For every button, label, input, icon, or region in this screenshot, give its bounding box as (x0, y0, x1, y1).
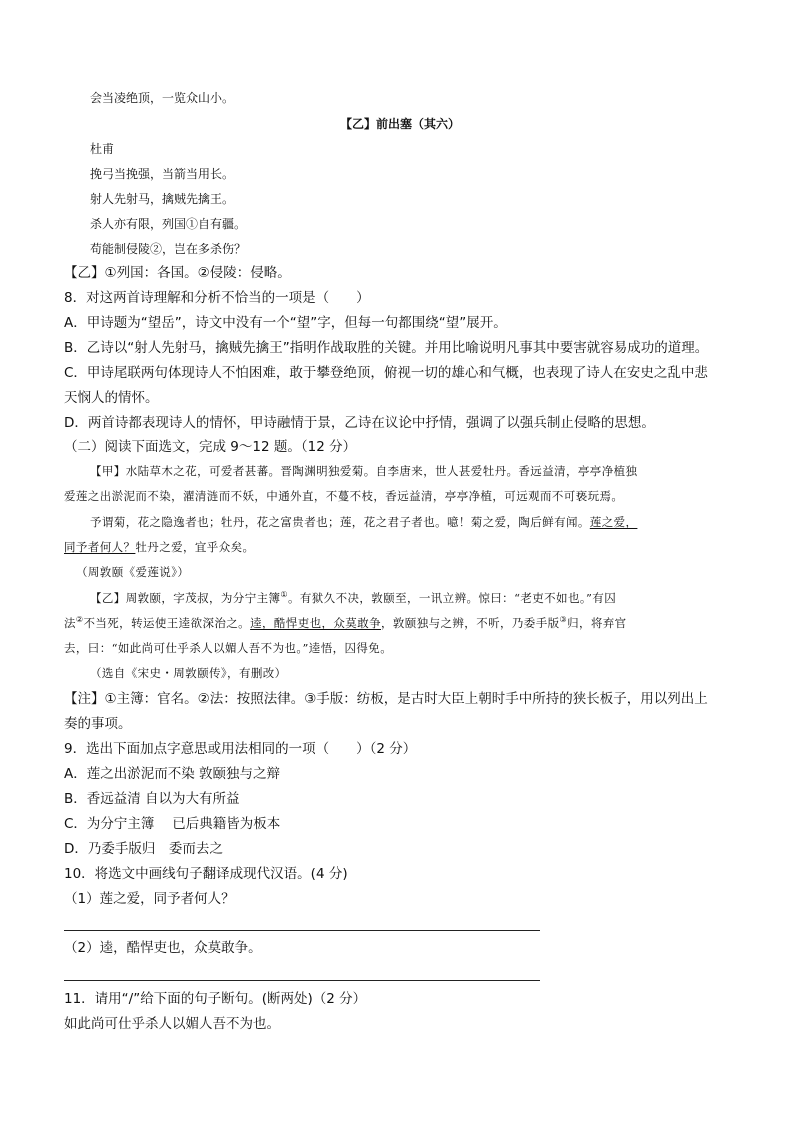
poem-line: 苟能制侵陵②，岂在多杀伤？ (90, 242, 247, 256)
footnote-marker: ③ (559, 615, 568, 625)
passage-yi-line (90, 590, 617, 605)
passage-jia-line: 【甲】水陆草木之花，可爱者甚蕃。晋陶渊明独爱菊。自李唐来，世人甚爱牡丹。香远益清，亭亭净植独 (90, 464, 638, 478)
passage-text: 予谓菊，花之隐逸者也；牡丹，花之富贵者也；莲，花之君子者也。噫！菊之爱，陶后鲜有闻。 (90, 515, 590, 529)
underlined-sentence: 同予者何人？ (64, 540, 136, 554)
poem-title: 【乙】前出塞（其六） (340, 117, 461, 131)
question-11-sentence: 如此尚可仕乎杀人以媚人吾不为也。 (64, 1016, 280, 1032)
passage-text: 【乙】周敦颐，字茂叔，为分宁主簿 (90, 591, 281, 605)
answer-line[interactable] (64, 980, 540, 981)
underlined-sentence: 莲之爱， (589, 515, 638, 529)
passage-source: （选自《宋史・周敦颐传》，有删改） (90, 666, 287, 680)
question-9-option-c: C．为分宁主簿 已后典籍皆为板本 (64, 816, 281, 832)
question-9-option-d: D．乃委手版归 委而去之 (64, 841, 223, 857)
passage-note-cont: 奏的事项。 (64, 716, 132, 732)
question-10-stem: 10．将选文中画线句子翻译成现代汉语。(4 分) (64, 866, 348, 882)
passage-jia-line (90, 517, 637, 529)
passage-source: （周敦颐《爱莲说》） (76, 565, 190, 579)
section-heading: （二）阅读下面选文，完成 9～12 题。（12 分） (64, 439, 357, 455)
passage-text: 牡丹之爱，宜乎众矣。 (135, 540, 255, 554)
question-10-sub-1: （1）莲之爱，同予者何人？ (64, 891, 235, 907)
passage-text: 法 (64, 616, 76, 630)
footnote-marker: ① (280, 590, 288, 600)
question-9-stem: 9．选出下面加点字意思或用法相同的一项（ ）（2 分） (64, 741, 417, 757)
passage-note: 【注】①主簿：官名。②法：按照法律。③手版：纺板，是古时大臣上朝时手中所持的狭长板子，用以列出上 (64, 691, 708, 707)
passage-text: ，敦颐独与之辨，不听，乃委手版 (381, 616, 560, 630)
passage-text: 不当死，转运使王逵欲深治之。 (83, 616, 251, 630)
question-11-stem: 11．请用“/”给下面的句子断句。(断两处)（2 分） (64, 991, 367, 1007)
passage-text: 归，将弃官 (567, 616, 627, 630)
poem-line: 会当凌绝顶，一览众山小。 (90, 91, 235, 105)
question-9-option-b: B．香远益清 自以为大有所益 (64, 791, 240, 807)
poem-line: 杀人亦有限，列国①自有疆。 (90, 217, 247, 231)
question-8-stem: 8．对这两首诗理解和分析不恰当的一项是（ ） (64, 290, 370, 306)
footnote-marker: ② (75, 615, 84, 625)
question-8-option-d: D．两首诗都表现诗人的情怀，甲诗融情于景，乙诗在议论中抒情，强调了以强兵制止侵略的思想。 (64, 415, 655, 431)
poem-note: 【乙】①列国：各国。②侵陵：侵略。 (64, 265, 291, 281)
question-8-option-a: A．甲诗题为“望岳”，诗文中没有一个“望”字，但每一句都围绕“望”展开。 (64, 315, 507, 331)
passage-jia-line: 爱莲之出淤泥而不染，濯清涟而不妖，中通外直，不蔓不枝，香远益清，亭亭净植，可远观而不可亵玩焉。 (64, 489, 624, 503)
question-8-option-c-cont: 天悯人的情怀。 (64, 390, 159, 406)
underlined-sentence: 逵，酷悍吏也，众莫敢争 (250, 616, 381, 630)
question-10-sub-2: （2）逵，酷悍吏也，众莫敢争。 (64, 940, 262, 956)
poem-author: 杜甫 (90, 142, 115, 156)
poem-line: 挽弓当挽强，当箭当用长。 (90, 167, 235, 181)
question-9-option-a: A．莲之出淤泥而不染 敦颐独与之辩 (64, 766, 281, 782)
passage-jia-line (64, 542, 254, 554)
question-8-option-b: B．乙诗以“射人先射马，擒贼先擒王”指明作战取胜的关键。并用比喻说明凡事其中要害就容易成功的道理。 (64, 340, 709, 356)
passage-yi-line: 去，曰：“如此尚可仕乎杀人以媚人吾不为也。”逵悟，囚得免。 (64, 641, 393, 655)
passage-text: 。有狱久不决，敦颐至，一讯立辨。惊曰：“老吏不如也。”有囚 (287, 591, 617, 605)
question-8-option-c: C．甲诗尾联两句体现诗人不怕困难，敢于攀登绝顶，俯视一切的雄心和气概，也表现了诗人在安史之乱中悲 (64, 365, 708, 381)
answer-line[interactable] (64, 930, 540, 931)
poem-line: 射人先射马，擒贼先擒王。 (90, 192, 235, 206)
passage-yi-line (64, 615, 627, 630)
